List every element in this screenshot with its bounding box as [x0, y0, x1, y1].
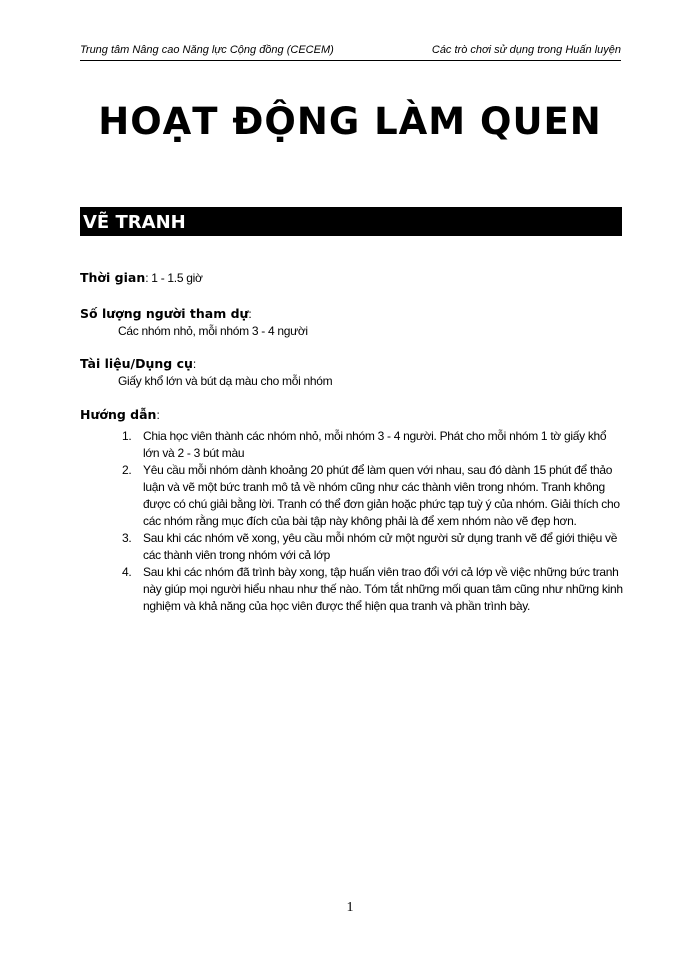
step-number: 2. [122, 463, 132, 477]
colon: : [248, 307, 252, 321]
page-number: 1 [346, 900, 354, 915]
time-value: : 1 - 1.5 giờ [145, 271, 203, 285]
section-title: VẼ TRANH [80, 207, 622, 236]
step-text: Yêu cầu mỗi nhóm dành khoảng 20 phút để làm quen với nhau, sau đó dành 15 phút để thảo luận và vẽ một bức tranh mô tả về nhóm cũng như các thành viên trong nhóm. Tranh không được có chú giải bằng lời. Tranh có thể đơn giản hoặc phức tạp tuỳ ý của nhóm. Giải thích cho các nhóm rằng mục đích của bài tập này không phải là để xem nhóm nào vẽ đẹp hơn. [143, 463, 620, 528]
materials-label: Tài liệu/Dụng cụ [80, 356, 193, 371]
step-text: Sau khi các nhóm đã trình bày xong, tập huấn viên trao đổi với cả lớp về việc những bức tranh này giúp mọi người hiểu nhau như thế nào. Tóm tắt những mối quan tâm cũng như những kinh nghiệm và khả năng của học viên được thể hiện qua tranh và phần trình bày. [143, 565, 623, 613]
materials-field [80, 356, 332, 388]
time-field [80, 270, 203, 285]
participants-label: Số lượng người tham dự [80, 306, 249, 321]
page-header [80, 44, 621, 61]
list-item [80, 428, 625, 462]
instructions-list [80, 428, 625, 615]
page-title: HOẠT ĐỘNG LÀM QUEN [98, 100, 602, 143]
header-left: Trung tâm Nâng cao Năng lực Cộng đồng (CECEM) [80, 44, 334, 56]
step-text: Sau khi các nhóm vẽ xong, yêu cầu mỗi nhóm cử một người sử dụng tranh vẽ để giới thiệu về các thành viên trong nhóm với cả lớp [143, 531, 618, 562]
instructions-heading [80, 407, 159, 422]
list-item [80, 462, 625, 530]
colon: : [192, 357, 196, 371]
header-right: Các trò chơi sử dụng trong Huấn luyện [431, 44, 621, 56]
colon: : [156, 408, 160, 422]
step-text: Chia học viên thành các nhóm nhỏ, mỗi nhóm 3 - 4 người. Phát cho mỗi nhóm 1 tờ giấy khổ lớn và 2 - 3 bút màu [143, 429, 607, 460]
step-number: 3. [122, 531, 132, 545]
time-label: Thời gian [80, 270, 146, 285]
participants-value: Các nhóm nhỏ, mỗi nhóm 3 - 4 người [118, 324, 308, 338]
step-number: 4. [122, 565, 132, 579]
list-item [80, 564, 625, 615]
materials-value: Giấy khổ lớn và bút dạ màu cho mỗi nhóm [118, 374, 333, 388]
instructions-label: Hướng dẫn [80, 407, 157, 422]
list-item [80, 530, 625, 564]
step-number: 1. [122, 429, 132, 443]
participants-field [80, 306, 308, 338]
